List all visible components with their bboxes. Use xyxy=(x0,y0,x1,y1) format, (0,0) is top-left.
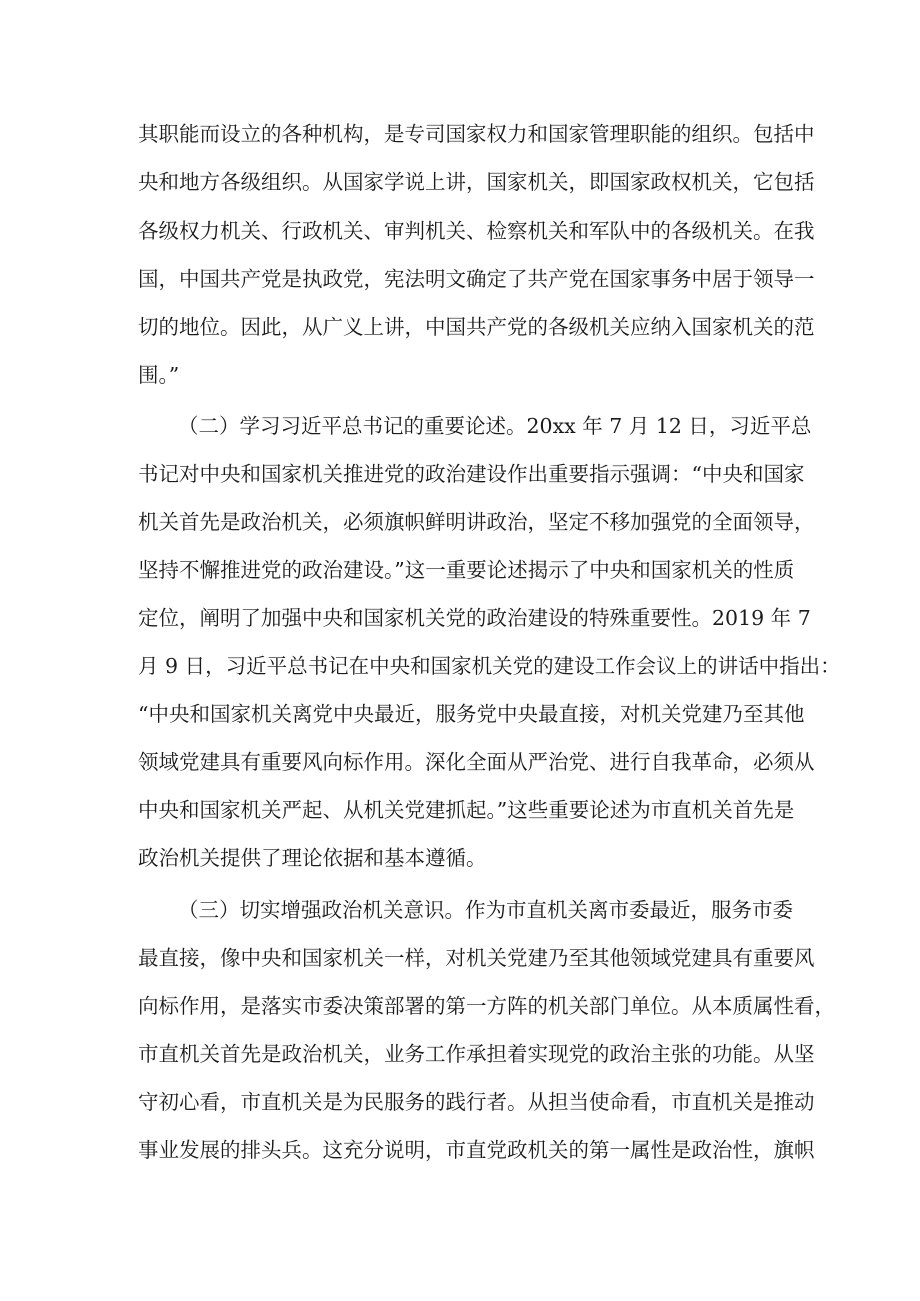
paragraph-heading-line: （三）切实增强政治机关意识。作为市直机关离市委最近，服务市委 xyxy=(178,898,793,922)
text-line: 守初心看，市直机关是为民服务的践行者。从担当使命看，市直机关是推动 xyxy=(138,1090,815,1114)
text-line: 央和地方各级组织。从国家学说上讲，国家机关，即国家政权机关，它包括 xyxy=(138,170,815,194)
text-line: 切的地位。因此，从广义上讲，中国共产党的各级机关应纳入国家机关的范 xyxy=(138,315,815,339)
text-line: 书记对中央和国家机关推进党的政治建设作出重要指示强调：“中央和国家 xyxy=(138,462,805,486)
text-line: 向标作用，是落实市委决策部署的第一方阵的机关部门单位。从本质属性看， xyxy=(138,994,835,1018)
text-line: 各级权力机关、行政机关、审判机关、检察机关和军队中的各级机关。在我 xyxy=(138,219,815,243)
text-line: 月 9 日，习近平总书记在中央和国家机关党的建设工作会议上的讲话中指出： xyxy=(138,654,841,678)
text-line: 定位，阐明了加强中央和国家机关党的政治建设的特殊重要性。2019 年 7 xyxy=(138,606,811,630)
text-line: 中央和国家机关严起、从机关党建抓起。”这些重要论述为市直机关首先是 xyxy=(138,798,795,822)
paragraph-heading-line: （二）学习习近平总书记的重要论述。20xx 年 7 月 12 日，习近平总 xyxy=(178,414,812,438)
text-line: 机关首先是政治机关，必须旗帜鲜明讲政治，坚定不移加强党的全面领导， xyxy=(138,510,815,534)
text-line: 领域党建具有重要风向标作用。深化全面从严治党、进行自我革命，必须从 xyxy=(138,750,815,774)
text-line: 事业发展的排头兵。这充分说明，市直党政机关的第一属性是政治性，旗帜 xyxy=(138,1138,815,1162)
text-line: 国，中国共产党是执政党，宪法明文确定了共产党在国家事务中居于领导一 xyxy=(138,267,815,291)
text-line: 政治机关提供了理论依据和基本遵循。 xyxy=(138,846,487,870)
text-line: “中央和国家机关离党中央最近，服务党中央最直接，对机关党建乃至其他 xyxy=(138,702,805,726)
text-line: 围。” xyxy=(138,363,180,387)
text-line: 最直接，像中央和国家机关一样，对机关党建乃至其他领域党建具有重要风 xyxy=(138,946,815,970)
text-line: 其职能而设立的各种机构，是专司国家权力和国家管理职能的组织。包括中 xyxy=(138,122,815,146)
text-line: 坚持不懈推进党的政治建设。”这一重要论述揭示了中央和国家机关的性质 xyxy=(138,558,795,582)
text-line: 市直机关首先是政治机关，业务工作承担着实现党的政治主张的功能。从坚 xyxy=(138,1042,815,1066)
